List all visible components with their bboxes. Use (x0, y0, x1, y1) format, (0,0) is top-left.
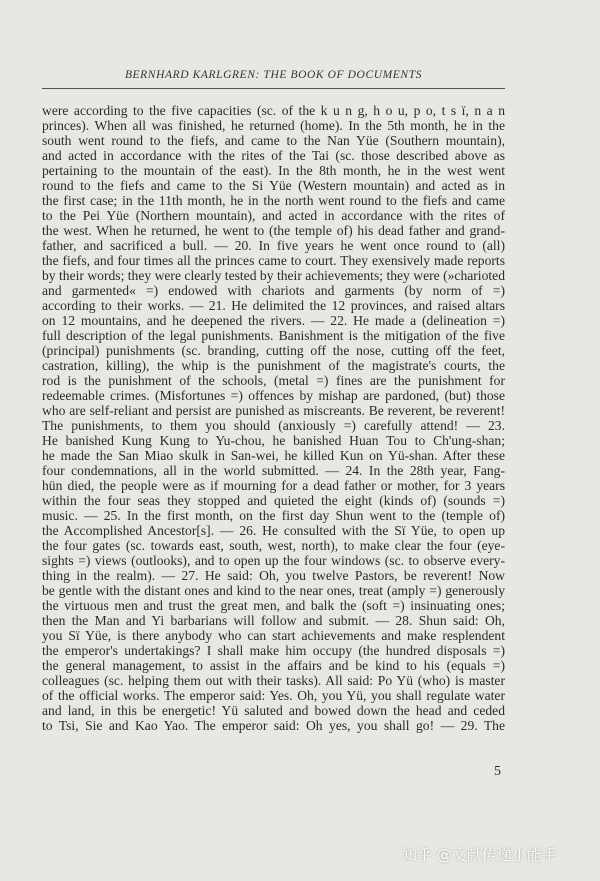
text-line: round to the fiefs and came to the Si Yüe (Western mountain) and acted as in (42, 178, 505, 193)
text-line: redeemable crimes. (Misfortunes =) offences by mishap are pardoned, (but) those (42, 388, 505, 403)
text-line: rod is the punishment of the schools, (metal =) fines are the punishment for (42, 373, 505, 388)
text-line: he made the San Miao skulk in San-wei, he killed Kun on Yü-shan. After these (42, 448, 505, 463)
text-line: to the Pei Yüe (Northern mountain), and acted in accordance with the rites of (42, 208, 505, 223)
text-line: the four gates (sc. towards east, south, west, north), to make clear the four (eye- (42, 538, 505, 553)
text-line: to Tsi, Sie and Kao Yao. The emperor said: Oh yes, you shall go! — 29. The (42, 718, 505, 733)
running-header: BERNHARD KARLGREN: THE BOOK OF DOCUMENTS (124, 69, 423, 81)
text-line: castration, killing), the whip is the punishment of the magistrate's courts, the (42, 358, 505, 373)
text-line: He banished Kung Kung to Yu-chou, he banished Huan Tou to Ch'ung-shan; (42, 433, 505, 448)
text-line: The punishments, to them you should (anxiously =) carefully attend! — 23. (42, 418, 505, 433)
text-line: music. — 25. In the first month, on the first day Shun went to the (temple of) (42, 508, 505, 523)
text-line: the first case; in the 11th month, he in the north went round to the fiefs and came (42, 193, 505, 208)
text-line: hün died, the people were as if mourning for a dead father or mother, for 3 years (42, 478, 505, 493)
text-line: colleagues (sc. helping them out with their tasks). All said: Po Yü (who) is master (42, 673, 505, 688)
text-line: the west. When he returned, he went to (the temple of) his dead father and grand- (42, 223, 505, 238)
text-line: be gentle with the distant ones and kind to the near ones, treat (amply =) generously (42, 583, 505, 598)
text-line: the general management, to assist in the affairs and be kind to his (equals =) (42, 658, 505, 673)
text-line: pertaining to the mountain of the east). In the 8th month, he in the west went (42, 163, 505, 178)
text-line: according to their works. — 21. He delimited the 12 provinces, and raised altars (42, 298, 505, 313)
text-line: on 12 mountains, and he deepened the rivers. — 22. He made a (delineation =) (42, 313, 505, 328)
text-line: then the Man and Yi barbarians will follow and submit. — 28. Shun said: Oh, (42, 613, 505, 628)
text-line: you Sï Yüe, is there anybody who can start achievements and make resplendent (42, 628, 505, 643)
text-line: father, and sacrificed a bull. — 20. In five years he went once round to (all) (42, 238, 505, 253)
text-line: four condemnations, all in the world submitted. — 24. In the 28th year, Fang- (42, 463, 505, 478)
text-line: and acted in accordance with the rites of the Tai (sc. those described above as (42, 148, 505, 163)
text-line: who are self-reliant and persist are punished as miscreants. Be reverent, be reverent! (42, 403, 505, 418)
page-number: 5 (494, 764, 501, 779)
text-line: were according to the five capacities (sc. of the k u n g, h o u, p o, t s ï, n a n (42, 103, 505, 118)
text-line: thing in the realm). — 27. He said: Oh, you twelve Pastors, be reverent! Now (42, 568, 505, 583)
watermark: 知乎 @文献传递小能手 (402, 846, 557, 864)
header-rule (42, 88, 505, 89)
text-line: and garmented« =) endowed with chariots and garments (by norm of =) (42, 283, 505, 298)
text-line: and land, in this be energetic! Yü saluted and bowed down the head and ceded (42, 703, 505, 718)
text-line: full description of the legal punishments. Banishment is the mitigation of the five (42, 328, 505, 343)
text-line: the virtuous men and trust the great men, and balk the (soft =) insinuating ones; (42, 598, 505, 613)
text-line: the Accomplished Ancestor[s]. — 26. He consulted with the Sï Yüe, to open up (42, 523, 505, 538)
text-line: the fiefs, and four times all the princes came to court. They exensively made reports (42, 253, 505, 268)
text-line: sights =) views (outlooks), and to open up the four windows (sc. to observe every- (42, 553, 505, 568)
text-line: the emperor's undertakings? I shall make him occupy (the hundred disposals =) (42, 643, 505, 658)
text-line: by their words; they were clearly tested by their achievements; they were (»charioted (42, 268, 505, 283)
text-line: (principal) punishments (sc. branding, cutting off the nose, cutting off the feet, (42, 343, 505, 358)
text-line: south went round to the fiefs, and came to the Nan Yüe (Southern mountain), (42, 133, 505, 148)
text-line: princes). When all was finished, he returned (home). In the 5th month, he in the (42, 118, 505, 133)
text-line: within the four seas they stopped and quieted the eight (kinds of) (sounds =) (42, 493, 505, 508)
body-text (42, 103, 505, 733)
text-line: of the official works. The emperor said: Yes. Oh, you Yü, you shall regulate water (42, 688, 505, 703)
